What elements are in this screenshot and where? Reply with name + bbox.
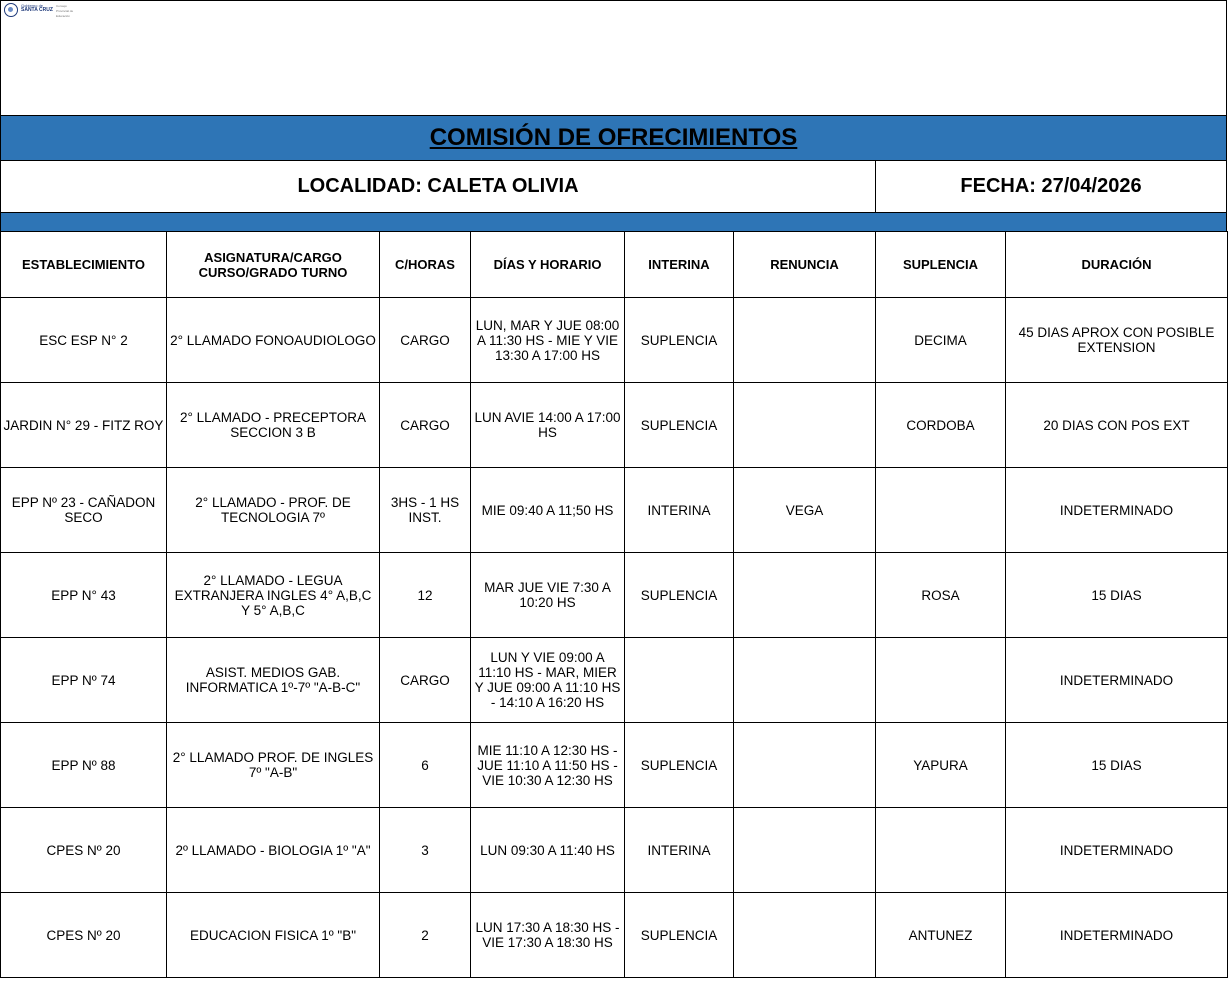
cell-interina: SUPLENCIA xyxy=(625,553,734,638)
cell-interina: SUPLENCIA xyxy=(625,298,734,383)
table-row xyxy=(1,468,1228,553)
cell-suplencia: ROSA xyxy=(876,553,1006,638)
cell-horas: 6 xyxy=(380,723,471,808)
cell-horario: MIE 09:40 A 11;50 HS xyxy=(471,468,625,553)
title-bar xyxy=(0,115,1227,161)
logo-small-text xyxy=(56,3,73,18)
cell-establecimiento: CPES Nº 20 xyxy=(1,893,167,978)
cell-interina: SUPLENCIA xyxy=(625,383,734,468)
logo-line-1: Gobierno de xyxy=(21,3,44,8)
cell-duracion: 45 DIAS APROX CON POSIBLE EXTENSION xyxy=(1006,298,1228,383)
cell-establecimiento: EPP Nº 88 xyxy=(1,723,167,808)
cell-duracion: 20 DIAS CON POS EXT xyxy=(1006,383,1228,468)
table-row xyxy=(1,638,1228,723)
col-header-duracion: DURACIÓN xyxy=(1006,232,1228,298)
cell-establecimiento: EPP Nº 23 - CAÑADON SECO xyxy=(1,468,167,553)
cell-suplencia: DECIMA xyxy=(876,298,1006,383)
cell-horario: LUN AVIE 14:00 A 17:00 HS xyxy=(471,383,625,468)
seal-icon xyxy=(4,3,18,17)
offers-table xyxy=(0,231,1228,978)
logo-text xyxy=(21,3,53,13)
cell-asignatura: 2° LLAMADO - PROF. DE TECNOLOGIA 7º xyxy=(167,468,380,553)
cell-asignatura: EDUCACION FISICA 1º "B" xyxy=(167,893,380,978)
cell-horario: LUN 17:30 A 18:30 HS - VIE 17:30 A 18:30 HS xyxy=(471,893,625,978)
cell-interina: SUPLENCIA xyxy=(625,723,734,808)
cell-renuncia xyxy=(734,808,876,893)
page-title: COMISIÓN DE OFRECIMIENTOS xyxy=(429,124,798,151)
table-row xyxy=(1,723,1228,808)
logo-small-1: Consejo xyxy=(55,4,67,8)
cell-interina: INTERINA xyxy=(625,808,734,893)
cell-suplencia xyxy=(876,468,1006,553)
cell-horas: CARGO xyxy=(380,383,471,468)
table-row xyxy=(1,893,1228,978)
cell-establecimiento: EPP N° 43 xyxy=(1,553,167,638)
table-header-row xyxy=(1,232,1228,298)
cell-establecimiento: ESC ESP N° 2 xyxy=(1,298,167,383)
cell-suplencia: CORDOBA xyxy=(876,383,1006,468)
cell-renuncia: VEGA xyxy=(734,468,876,553)
cell-renuncia xyxy=(734,723,876,808)
cell-renuncia xyxy=(734,383,876,468)
cell-horario: LUN, MAR Y JUE 08:00 A 11:30 HS - MIE Y VIE 13:30 A 17:00 HS xyxy=(471,298,625,383)
col-header-horario: DÍAS Y HORARIO xyxy=(471,232,625,298)
government-logo xyxy=(4,3,73,18)
table-row xyxy=(1,298,1228,383)
cell-asignatura: 2° LLAMADO PROF. DE INGLES 7º "A-B" xyxy=(167,723,380,808)
cell-duracion: INDETERMINADO xyxy=(1006,893,1228,978)
date-label: FECHA: 27/04/2026 xyxy=(960,175,1142,197)
table-row xyxy=(1,383,1228,468)
cell-horario: LUN Y VIE 09:00 A 11:10 HS - MAR, MIER Y JUE 09:00 A 11:10 HS - 14:10 A 16:20 HS xyxy=(471,638,625,723)
logo-line-2: SANTA CRUZ xyxy=(21,7,53,13)
cell-asignatura: 2º LLAMADO - BIOLOGIA 1º "A" xyxy=(167,808,380,893)
logo-small-3: Educación xyxy=(55,14,70,18)
cell-duracion: INDETERMINADO xyxy=(1006,808,1228,893)
col-header-interina: INTERINA xyxy=(625,232,734,298)
cell-duracion: INDETERMINADO xyxy=(1006,468,1228,553)
cell-suplencia xyxy=(876,808,1006,893)
logo-small-2: Provincial de xyxy=(55,9,74,13)
cell-duracion: 15 DIAS xyxy=(1006,723,1228,808)
col-header-suplencia: SUPLENCIA xyxy=(876,232,1006,298)
cell-interina xyxy=(625,638,734,723)
cell-horario: MIE 11:10 A 12:30 HS - JUE 11:10 A 11:50 HS - VIE 10:30 A 12:30 HS xyxy=(471,723,625,808)
cell-horas: 3HS - 1 HS INST. xyxy=(380,468,471,553)
cell-establecimiento: EPP Nº 74 xyxy=(1,638,167,723)
col-header-renuncia: RENUNCIA xyxy=(734,232,876,298)
locality-label: LOCALIDAD: CALETA OLIVIA xyxy=(1,161,876,212)
cell-horario: LUN 09:30 A 11:40 HS xyxy=(471,808,625,893)
col-header-horas: C/HORAS xyxy=(380,232,471,298)
cell-interina: INTERINA xyxy=(625,468,734,553)
cell-asignatura: 2° LLAMADO FONOAUDIOLOGO xyxy=(167,298,380,383)
cell-asignatura: 2° LLAMADO - PRECEPTORA SECCION 3 B xyxy=(167,383,380,468)
blue-separator xyxy=(0,213,1227,232)
cell-horas: 12 xyxy=(380,553,471,638)
cell-establecimiento: CPES Nº 20 xyxy=(1,808,167,893)
cell-renuncia xyxy=(734,553,876,638)
cell-renuncia xyxy=(734,298,876,383)
cell-duracion: INDETERMINADO xyxy=(1006,638,1228,723)
cell-renuncia xyxy=(734,893,876,978)
location-date-row xyxy=(0,161,1227,213)
col-header-asignatura: ASIGNATURA/CARGO CURSO/GRADO TURNO xyxy=(167,232,380,298)
header-area xyxy=(0,0,1227,115)
cell-horas: 3 xyxy=(380,808,471,893)
cell-renuncia xyxy=(734,638,876,723)
cell-horas: CARGO xyxy=(380,638,471,723)
table-row xyxy=(1,553,1228,638)
cell-suplencia: YAPURA xyxy=(876,723,1006,808)
cell-suplencia: ANTUNEZ xyxy=(876,893,1006,978)
table-row xyxy=(1,808,1228,893)
cell-interina: SUPLENCIA xyxy=(625,893,734,978)
cell-suplencia xyxy=(876,638,1006,723)
cell-horas: 2 xyxy=(380,893,471,978)
cell-asignatura: 2° LLAMADO - LEGUA EXTRANJERA INGLES 4° A,B,C Y 5° A,B,C xyxy=(167,553,380,638)
col-header-establecimiento: ESTABLECIMIENTO xyxy=(1,232,167,298)
cell-asignatura: ASIST. MEDIOS GAB. INFORMATICA 1º-7º "A-B-C" xyxy=(167,638,380,723)
cell-duracion: 15 DIAS xyxy=(1006,553,1228,638)
cell-horas: CARGO xyxy=(380,298,471,383)
cell-establecimiento: JARDIN N° 29 - FITZ ROY xyxy=(1,383,167,468)
cell-horario: MAR JUE VIE 7:30 A 10:20 HS xyxy=(471,553,625,638)
